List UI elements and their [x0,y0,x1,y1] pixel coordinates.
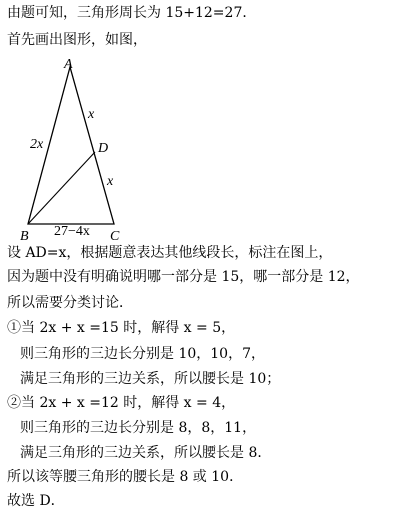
text-line-12: 所以该等腰三角形的腰长是 8 或 10． [7,469,244,485]
text-line-7: 则三角形的三边长分别是 10，10，7， [20,346,265,362]
triangle-figure [18,54,158,244]
label-side-ad: x [88,107,95,122]
text-line-4: 因为题中没有明确说明哪一部分是 15，哪一部分是 12， [7,269,360,285]
text-line-11: 满足三角形的三边关系，所以腰长是 8． [20,445,272,461]
vertex-label-c: C [110,229,120,244]
text-line-3: 设 AD=x，根据题意表达其他线段长，标注在图上， [7,245,333,261]
vertex-label-a: A [64,57,73,72]
vertex-label-b: B [20,229,29,244]
label-side-dc: x [107,174,114,189]
text-line-6: ①当 2x + x =15 时，解得 x = 5， [7,320,236,336]
text-line-2: 首先画出图形，如图， [7,32,147,48]
text-line-8: 满足三角形的三边关系，所以腰长是 10； [20,371,281,387]
text-line-5: 所以需要分类讨论． [7,295,133,311]
label-side-ab: 2x [30,137,44,152]
label-side-bc: 27−4x [54,224,90,239]
text-line-9: ②当 2x + x =12 时，解得 x = 4， [7,395,236,411]
text-line-1: 由题可知，三角形周长为 15+12=27． [7,5,257,21]
text-line-10: 则三角形的三边长分别是 8，8，11， [20,420,257,436]
text-line-13: 故选 D． [7,493,65,509]
vertex-label-d: D [98,141,109,156]
